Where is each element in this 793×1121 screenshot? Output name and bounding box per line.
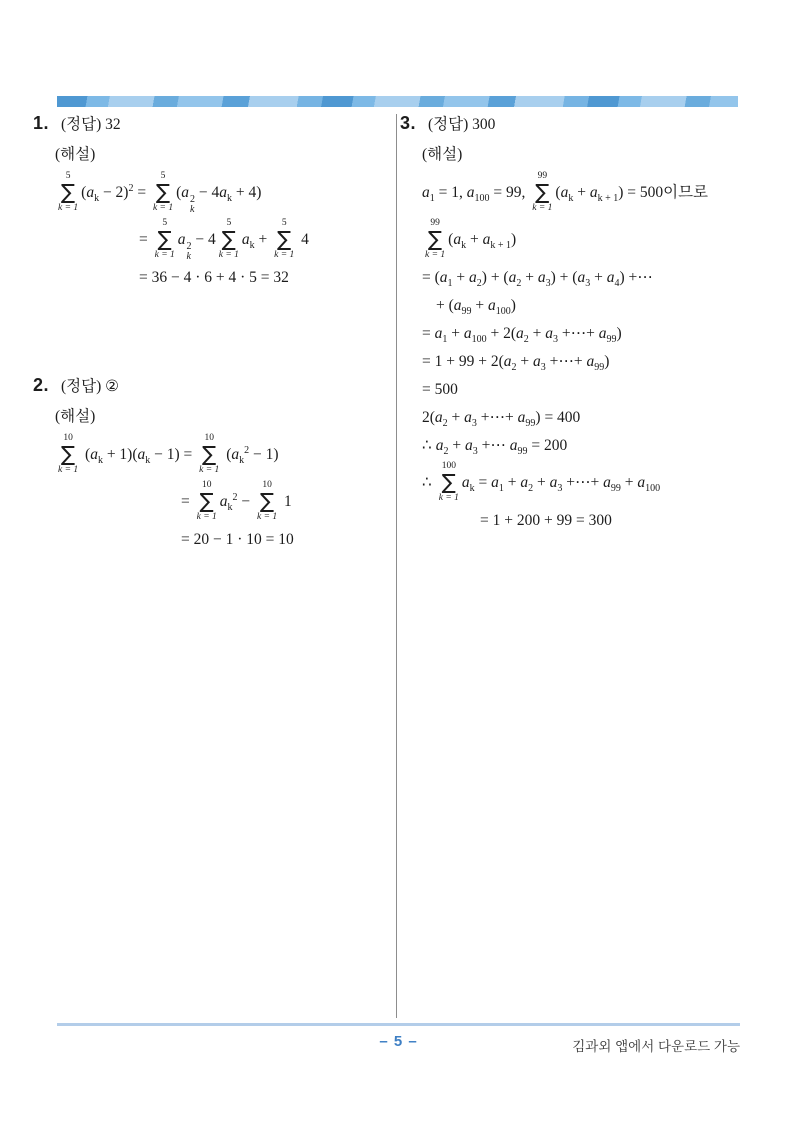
sigma-sum: 100 ∑ k = 1 (438, 460, 459, 503)
problem-3 (400, 112, 758, 533)
footer-rule (57, 1023, 740, 1026)
sigma-sum: 99 ∑ k = 1 (532, 171, 553, 213)
sigma-sum: 10 ∑ k = 1 (58, 432, 79, 475)
solution-label: (해설) (55, 407, 96, 425)
left-column (33, 112, 391, 556)
sigma-sum: 10 ∑ k = 1 (257, 479, 278, 522)
column-divider (396, 114, 397, 1018)
problem-number: 2. (33, 374, 50, 395)
answer-text: (정답) 32 (61, 116, 121, 133)
math-line: ∴ $a_2 + a_3$ +⋯ $a_{99} = 200$ (422, 436, 568, 457)
problem-1-header (33, 112, 391, 134)
sigma-sum: 10 ∑ k = 1 (196, 479, 217, 522)
answer-text: (정답) 300 (428, 116, 496, 133)
math-line: = $1 + 99 + 2(a_2 + a_3$ +⋯+ $a_{99}$) (422, 352, 610, 373)
math-line: 5 ∑ k = 1 $(a_k - 2)^2$ = 5 ∑ k = 1 (a 2 k − $4a_k + 4$) (58, 171, 262, 215)
problem-2 (33, 374, 391, 552)
solution-label: (해설) (55, 146, 96, 163)
sigma-sum: 5 ∑ k = 1 (58, 171, 79, 213)
footer-note: 김과외 앱에서 다운로드 가능 (572, 1039, 740, 1054)
math-line: 99 ∑ k = 1 $(a_k + a_{k + 1})$ (425, 217, 517, 260)
math-line: + $(a_{99} + a_{100})$ (436, 296, 516, 317)
math-line: = 500 (422, 380, 458, 398)
math-line: = $a_1 + a_{100} + 2(a_2 + a_3$ +⋯+ $a_{99}$) (422, 324, 622, 345)
math-line: = 10 ∑ k = 1 $a_k^2$ − 10 ∑ k = 1 1 (181, 479, 292, 522)
right-column (400, 112, 758, 537)
problem-3-math (422, 172, 758, 533)
sigma-sum: 5 ∑ k = 1 (274, 217, 295, 260)
math-line: = 20 − 1 · 10 = 10 (181, 530, 294, 548)
problem-1-math (55, 172, 391, 290)
math-line: $2(a_2 + a_3$ +⋯+ $a_{99}) = 400$ (422, 408, 581, 429)
math-line: ∴ 100 ∑ k = 1 $a_k = a_1 + a_2 + a_3$ +⋯+ $a_{99} + a_{100}$ (422, 460, 661, 503)
math-line: $a_1 = 1$, $a_{100} = 99$, 99 ∑ k = 1 $(a_k + a_{k + 1}) = 500$이므로 (422, 171, 709, 213)
sigma-sum: 5 ∑ k = 1 (152, 171, 174, 213)
math-line: = 5 ∑ k = 1 a 2 k − 4 5 ∑ k = 1 $a_k$ + 5 ∑ k = 1 4 (139, 217, 309, 262)
problem-1 (33, 112, 391, 290)
problem-2-math (55, 434, 391, 552)
sigma-sum: 10 ∑ k = 1 (199, 432, 220, 475)
sigma-sum: 99 ∑ k = 1 (425, 217, 446, 260)
page-number: – 5 – (379, 1033, 418, 1050)
problem-number: 3. (400, 113, 417, 133)
sigma-sum: 5 ∑ k = 1 (154, 217, 175, 260)
answer-text: (정답) ② (61, 377, 120, 395)
solution-label: (해설) (422, 146, 463, 163)
math-line: = 36 − 4 · 6 + 4 · 5 = 32 (139, 268, 289, 286)
problem-2-header (33, 374, 391, 396)
decorative-blue-banner (57, 96, 738, 107)
problem-3-header (400, 112, 758, 134)
sigma-sum: 5 ∑ k = 1 (218, 217, 239, 260)
math-line: 10 ∑ k = 1 $(a_k + 1)(a_k - 1)$ = 10 ∑ k = 1 $(a_k^2 - 1)$ (58, 432, 279, 475)
problem-number: 1. (33, 113, 50, 133)
math-line: = $(a_1 + a_2) + (a_2 + a_3) + (a_3 + a_4)$ +⋯ (422, 268, 653, 289)
math-line: = 1 + 200 + 99 = 300 (480, 511, 612, 529)
